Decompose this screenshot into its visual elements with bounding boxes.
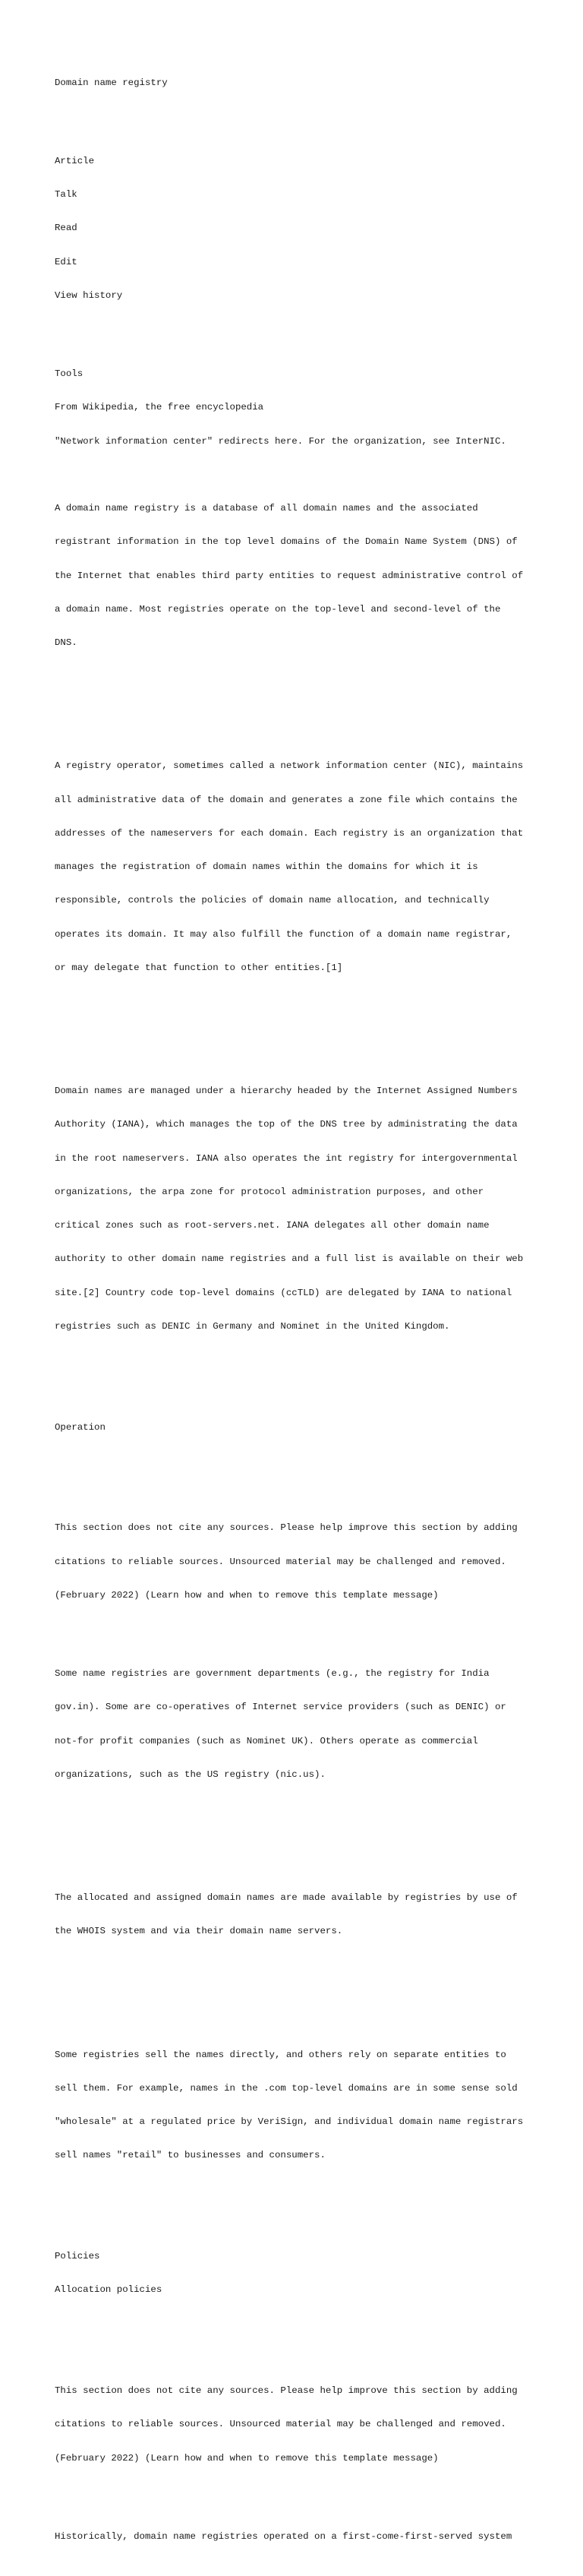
text-line: Some name registries are government departments (e.g., the registry for India — [55, 1668, 490, 1679]
text-line: Domain names are managed under a hierarchy headed by the Internet Assigned Numbers — [55, 1086, 518, 1096]
page-title: Domain name registry — [55, 77, 168, 88]
paragraph-operation-3 — [55, 2027, 540, 2184]
tab-article[interactable]: Article — [55, 155, 95, 166]
tab-talk[interactable]: Talk — [55, 189, 77, 200]
spacer — [55, 694, 540, 705]
text-line: the WHOIS system and via their domain name servers. — [55, 1926, 343, 1937]
text-line: citations to reliable sources. Unsourced material may be challenged and removed. — [55, 1556, 506, 1567]
text-line: in the root nameservers. IANA also operates the int registry for intergovernmental — [55, 1152, 518, 1164]
text-line: operates its domain. It may also fulfill the function of a domain name registrar, — [55, 928, 512, 940]
text-line: (February 2022) (Learn how and when to remove this template message) — [55, 1589, 439, 1601]
text-line: addresses of the nameservers for each domain. Each registry is an organization that — [55, 827, 524, 839]
spacer — [55, 1456, 540, 1467]
text-line: all administrative data of the domain and generates a zone file which contains the — [55, 794, 518, 805]
tab-view-history[interactable]: View history — [55, 289, 123, 301]
spacer — [55, 111, 540, 122]
text-line: organizations, such as the US registry (nic.us). — [55, 1768, 326, 1780]
text-line: "wholesale" at a regulated price by VeriSign, and individual domain name registrars — [55, 2116, 524, 2127]
spacer — [55, 1377, 540, 1389]
section-heading-operation: Operation — [55, 1421, 106, 1433]
subsection-heading-allocation-policies: Allocation policies — [55, 2284, 162, 2296]
text-line: The allocated and assigned domain names are made available by registries by use of — [55, 1892, 518, 1903]
text-line: critical zones such as root-servers.net. IANA delegates all other domain name — [55, 1220, 490, 1231]
article-page — [55, 55, 540, 2576]
spacer — [55, 1825, 540, 1837]
text-line: A domain name registry is a database of all domain names and the associated — [55, 503, 478, 514]
paragraph-operation-2 — [55, 1870, 540, 1960]
tab-read[interactable]: Read — [55, 223, 77, 234]
text-line: a domain name. Most registries operate on the top-level and second-level of the — [55, 603, 501, 615]
text-line: gov.in). Some are co-operatives of Internet service providers (such as DENIC) or — [55, 1702, 506, 1713]
text-line: responsible, controls the policies of domain name allocation, and technically — [55, 895, 490, 906]
paragraph-policies-1 — [55, 2508, 540, 2565]
text-line: site.[2] Country code top-level domains (ccTLD) are delegated by IANA to national — [55, 1287, 512, 1298]
tools-menu[interactable]: Tools — [55, 368, 84, 379]
spacer — [55, 324, 540, 335]
text-line: manages the registration of domain names within the domains for which it is — [55, 861, 478, 872]
text-line: Historically, domain name registries operated on a first-come-first-served system — [55, 2530, 512, 2542]
spacer — [55, 1982, 540, 1993]
text-line: registrant information in the top level domains of the Domain Name System (DNS) of — [55, 536, 518, 548]
text-line: or may delegate that function to other entities.[1] — [55, 962, 343, 973]
text-line: (February 2022) (Learn how and when to remove this template message) — [55, 2452, 439, 2464]
text-line: the Internet that enables third party entities to request administrative control of — [55, 570, 524, 581]
text-line: organizations, the arpa zone for protocol administration purposes, and other — [55, 1186, 484, 1197]
unsourced-notice — [55, 1500, 540, 1623]
section-heading-policies: Policies — [55, 2251, 100, 2262]
text-line: Authority (IANA), which manages the top of the DNS tree by administrating the data — [55, 1119, 518, 1130]
text-line: citations to reliable sources. Unsourced material may be challenged and removed. — [55, 2419, 506, 2430]
unsourced-notice — [55, 2363, 540, 2486]
paragraph-operator — [55, 738, 540, 996]
text-line: This section does not cite any sources. Please help improve this section by adding — [55, 1522, 518, 1534]
tab-edit[interactable]: Edit — [55, 256, 77, 267]
text-line: sell names "retail" to businesses and consumers. — [55, 2150, 326, 2161]
paragraph-intro — [55, 481, 540, 672]
text-line: not-for profit companies (such as Nominet UK). Others operate as commercial — [55, 1735, 478, 1746]
text-line: DNS. — [55, 637, 77, 648]
text-line: A registry operator, sometimes called a network information center (NIC), maintains — [55, 760, 524, 772]
text-line: This section does not cite any sources. Please help improve this section by adding — [55, 2385, 518, 2396]
text-line: Some registries sell the names directly, and others rely on separate entities to — [55, 2049, 506, 2060]
text-line: authority to other domain name registries and a full list is available on their web — [55, 1253, 524, 1265]
spacer — [55, 1019, 540, 1030]
text-line: registries such as DENIC in Germany and Nominet in the United Kingdom. — [55, 1320, 450, 1332]
spacer — [55, 2206, 540, 2217]
from-wikipedia-line: From Wikipedia, the free encyclopedia — [55, 402, 264, 413]
paragraph-hierarchy — [55, 1064, 540, 1355]
paragraph-operation-1 — [55, 1646, 540, 1803]
hatnote: "Network information center" redirects here. For the organization, see InterNIC. — [55, 435, 506, 447]
spacer — [55, 2318, 540, 2330]
text-line: sell them. For example, names in the .com top-level domains are in some sense sold — [55, 2082, 518, 2094]
